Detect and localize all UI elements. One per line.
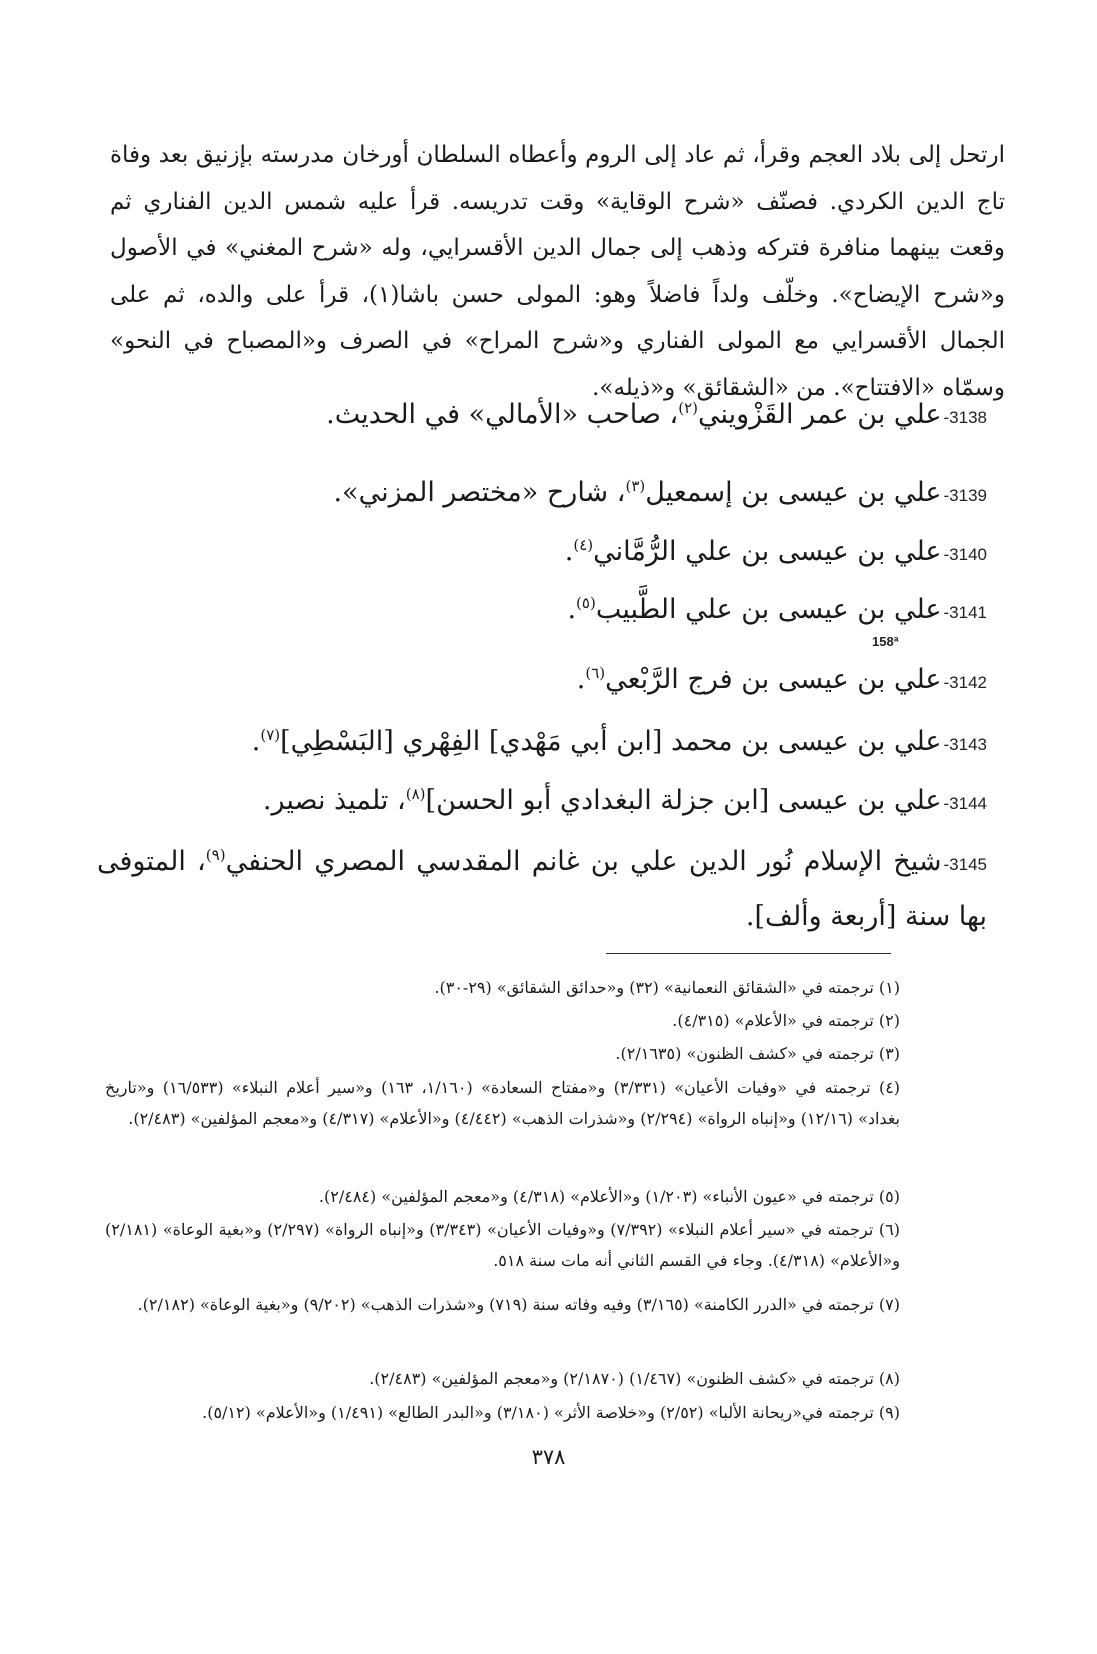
footnote-ref[interactable]: (٨) [405, 785, 426, 803]
intro-text: ارتحل إلى بلاد العجم وقرأ، ثم عاد إلى الروم وأعطاه السلطان أورخان مدرسته بإزنيق بعد وفاة تاج الدين الكردي. فصنّف «شرح الوقاية» وقت تدريسه. قرأ عليه شمس الدين الفناري ثم وقعت بينهما منافرة فتركه وذهب إلى جمال الدين الأقسرايي، وله «شرح المغني» في الأصول و«شرح الإيضاح». وخلّف ولداً فاضلاً وهو: المولى حسن باشا(١)، قرأ على والده، ثم على الجمال الأقسرايي مع المولى الفناري و«شرح المراح» في الصرف و«المصباح في النحو» وسمّاه «الافتتاح». من «الشقائق» و«ذيله». [110, 142, 1005, 401]
entry-text: شيخ الإسلام نُور الدين علي بن غانم المقدسي المصري الحنفي [225, 846, 942, 877]
margin-folio-marker: 158ª [872, 634, 899, 649]
footnote-9: (٩) ترجمته في«ريحانة الألبا» (٢/٥٢) و«خلاصة الأثر» (٣/١٨٠) و«البدر الطالع» (١/٤٩١) و«الأعلام» (٥/١٢). [202, 1403, 900, 1422]
entry-3141 [97, 585, 987, 638]
entry-tail: . [251, 726, 261, 757]
entry-number: 3143- [943, 735, 987, 754]
footnote-7: (٧) ترجمته في «الدرر الكامنة» (٣/١٦٥) وفيه وفاته سنة (٧١٩) و«شذرات الذهب» (٩/٢٠٢) و«بغية الوعاة» (٢/١٨٢). [137, 1295, 900, 1314]
entry-number: 3138- [943, 408, 987, 427]
entry-number: 3144- [943, 794, 987, 813]
entry-3145 [97, 836, 987, 943]
page-number: ٣٧٨ [531, 1445, 566, 1469]
footnote-ref[interactable]: (٧) [260, 726, 281, 744]
footnote-ref[interactable]: (٩) [205, 846, 226, 864]
intro-paragraph [110, 132, 1005, 411]
entry-tail: ، تلميذ نصير. [262, 785, 406, 816]
entry-number: 3142- [943, 673, 987, 692]
footnote-separator [606, 953, 891, 954]
entry-tail: . [576, 664, 586, 695]
entry-text: علي بن عيسى بن إسمعيل [645, 477, 942, 508]
entry-text: علي بن عيسى بن علي الرُّمَّاني [593, 536, 942, 567]
entry-tail: ، صاحب «الأمالي» في الحديث. [326, 399, 679, 430]
entry-tail: . [564, 536, 574, 567]
footnote-ref[interactable]: (٣) [625, 477, 646, 495]
entry-text: علي بن عيسى بن محمد [ابن أبي مَهْدي] الفِهْري [البَسْطِي] [280, 726, 942, 757]
entry-3144 [97, 776, 987, 829]
entry-text: علي بن عمر القَزْويني [698, 399, 942, 430]
entry-tail: . [567, 594, 577, 625]
entry-number: 3145- [943, 855, 987, 874]
footnote-4: (٤) ترجمته في «وفيات الأعيان» (٣/٣٣١) و«مفتاح السعادة» (١/١٦٠، ١٦٣) و«سير أعلام النبلاء» (١٦/٥٣٣) و«تاريخ بغداد» (١٢/١٦) و«إنباه الرواة» (٢/٢٩٤) و«شذرات الذهب» (٤/٤٤٢) و«الأعلام» (٤/٣١٧) و«معجم المؤلفين» (٢/٤٨٣). [105, 1078, 901, 1128]
footnote-3: (٣) ترجمته في «كشف الظنون» (٢/١٦٣٥). [615, 1044, 900, 1063]
entry-tail: ، شارح «مختصر المزني». [333, 477, 626, 508]
footnote-1: (١) ترجمته في «الشقائق النعمانية» (٣٢) و«حدائق الشقائق» (٢٩-٣٠). [434, 978, 900, 997]
footnote-ref[interactable]: (٢) [678, 399, 699, 417]
footnote-6: (٦) ترجمته في «سير أعلام النبلاء» (٧/٣٩٢) و«وفيات الأعيان» (٣/٣٤٣) و«إنباه الرواة» (٢/٢٩٧) و«بغية الوعاة» (٢/١٨١) و«الأعلام» (٤/٣١٨). وجاء في القسم الثاني أنه مات سنة ٥١٨. [105, 1220, 901, 1270]
entry-number: 3139- [943, 486, 987, 505]
footnote-8: (٨) ترجمته في «كشف الظنون» (١/٤٦٧) (٢/١٨٧٠) و«معجم المؤلفين» (٢/٤٨٣). [369, 1369, 900, 1388]
entry-tail: ، المتوفى بها سنة [أربعة وألف]. [97, 846, 987, 932]
footnote-2: (٢) ترجمته في «الأعلام» (٤/٣١٥). [672, 1011, 900, 1030]
entry-3142 [97, 655, 987, 708]
entry-3139 [97, 468, 987, 521]
entry-number: 3140- [943, 545, 987, 564]
footnote-ref[interactable]: (٦) [585, 664, 606, 682]
entry-text: علي بن عيسى بن علي الطَّبيب [595, 594, 942, 625]
entry-number: 3141- [943, 603, 987, 622]
entry-3138 [97, 390, 987, 443]
entry-text: علي بن عيسى [ابن جزلة البغدادي أبو الحسن] [425, 785, 942, 816]
entry-3140 [97, 527, 987, 580]
entry-3143 [97, 717, 987, 770]
footnote-5: (٥) ترجمته في «عيون الأنباء» (١/٢٠٣) و«الأعلام» (٤/٣١٨) و«معجم المؤلفين» (٢/٤٨٤). [318, 1187, 900, 1206]
footnote-ref[interactable]: (٥) [576, 594, 596, 612]
footnote-ref[interactable]: (٤) [573, 536, 594, 554]
entry-text: علي بن عيسى بن فرج الرَّبْعي [605, 664, 942, 695]
